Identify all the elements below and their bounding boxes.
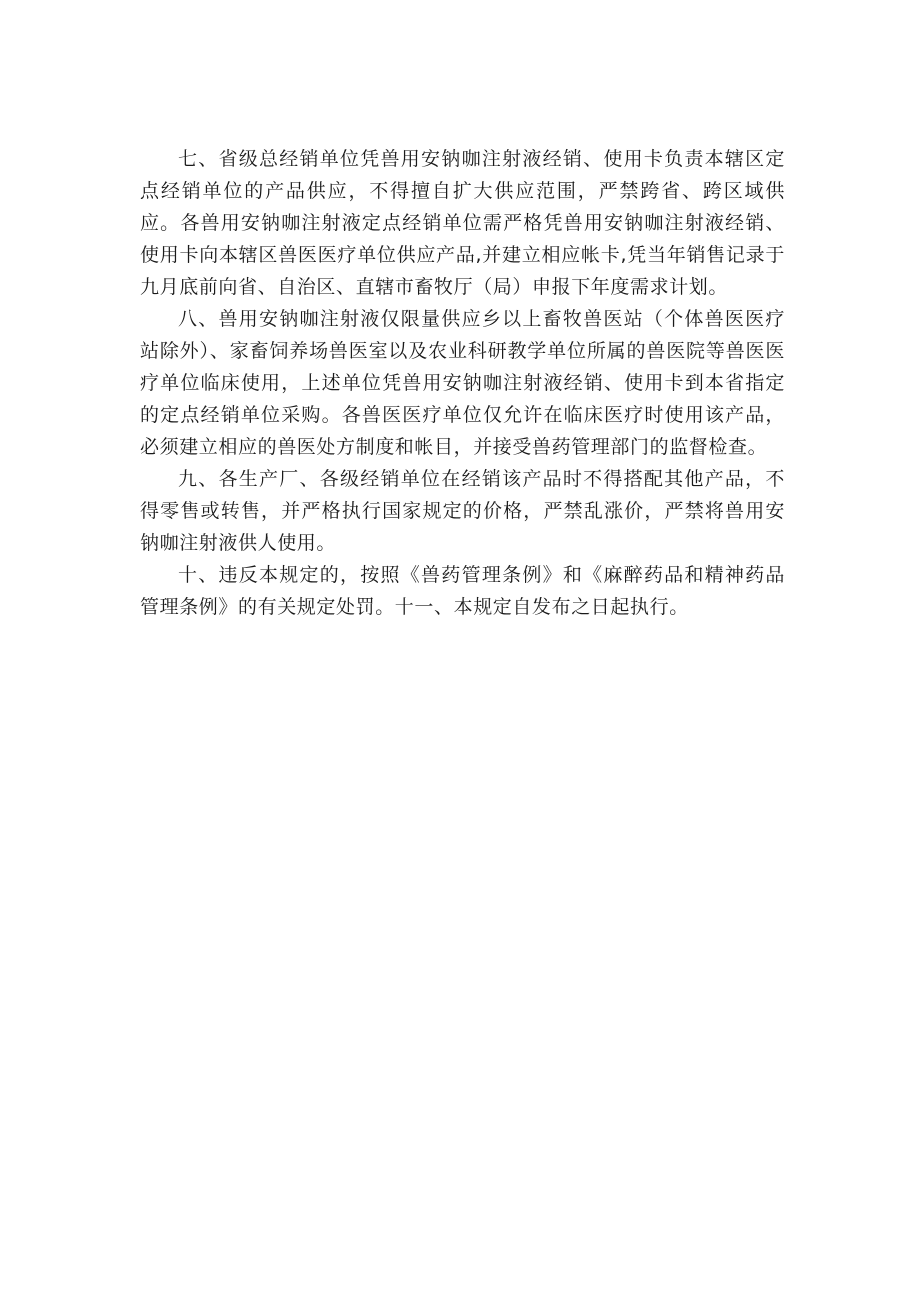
document-body xyxy=(140,143,785,623)
paragraph-article-9: 九、各生产厂、各级经销单位在经销该产品时不得搭配其他产品，不得零售或转售，并严格执行国家规定的价格，严禁乱涨价，严禁将兽用安钠咖注射液供人使用。 xyxy=(140,468,785,554)
paragraph-article-7: 七、省级总经销单位凭兽用安钠咖注射液经销、使用卡负责本辖区定点经销单位的产品供应，不得擅自扩大供应范围，严禁跨省、跨区域供应。各兽用安钠咖注射液定点经销单位需严格凭兽用安钠咖注射液经销、使用卡向本辖区兽医医疗单位供应产品,并建立相应帐卡,凭当年销售记录于九月底前向省、自治区、直辖市畜牧厅（局）申报下年度需求计划。 xyxy=(140,148,785,298)
paragraph-article-8: 八、兽用安钠咖注射液仅限量供应乡以上畜牧兽医站（个体兽医医疗站除外）、家畜饲养场兽医室以及农业科研教学单位所属的兽医院等兽医医疗单位临床使用，上述单位凭兽用安钠咖注射液经销、使用卡到本省指定的定点经销单位采购。各兽医医疗单位仅允许在临床医疗时使用该产品，必须建立相应的兽医处方制度和帐目，并接受兽药管理部门的监督检查。 xyxy=(140,308,785,458)
paragraph-article-10-11: 十、违反本规定的，按照《兽药管理条例》和《麻醉药品和精神药品管理条例》的有关规定处罚。十一、本规定自发布之日起执行。 xyxy=(140,564,785,618)
